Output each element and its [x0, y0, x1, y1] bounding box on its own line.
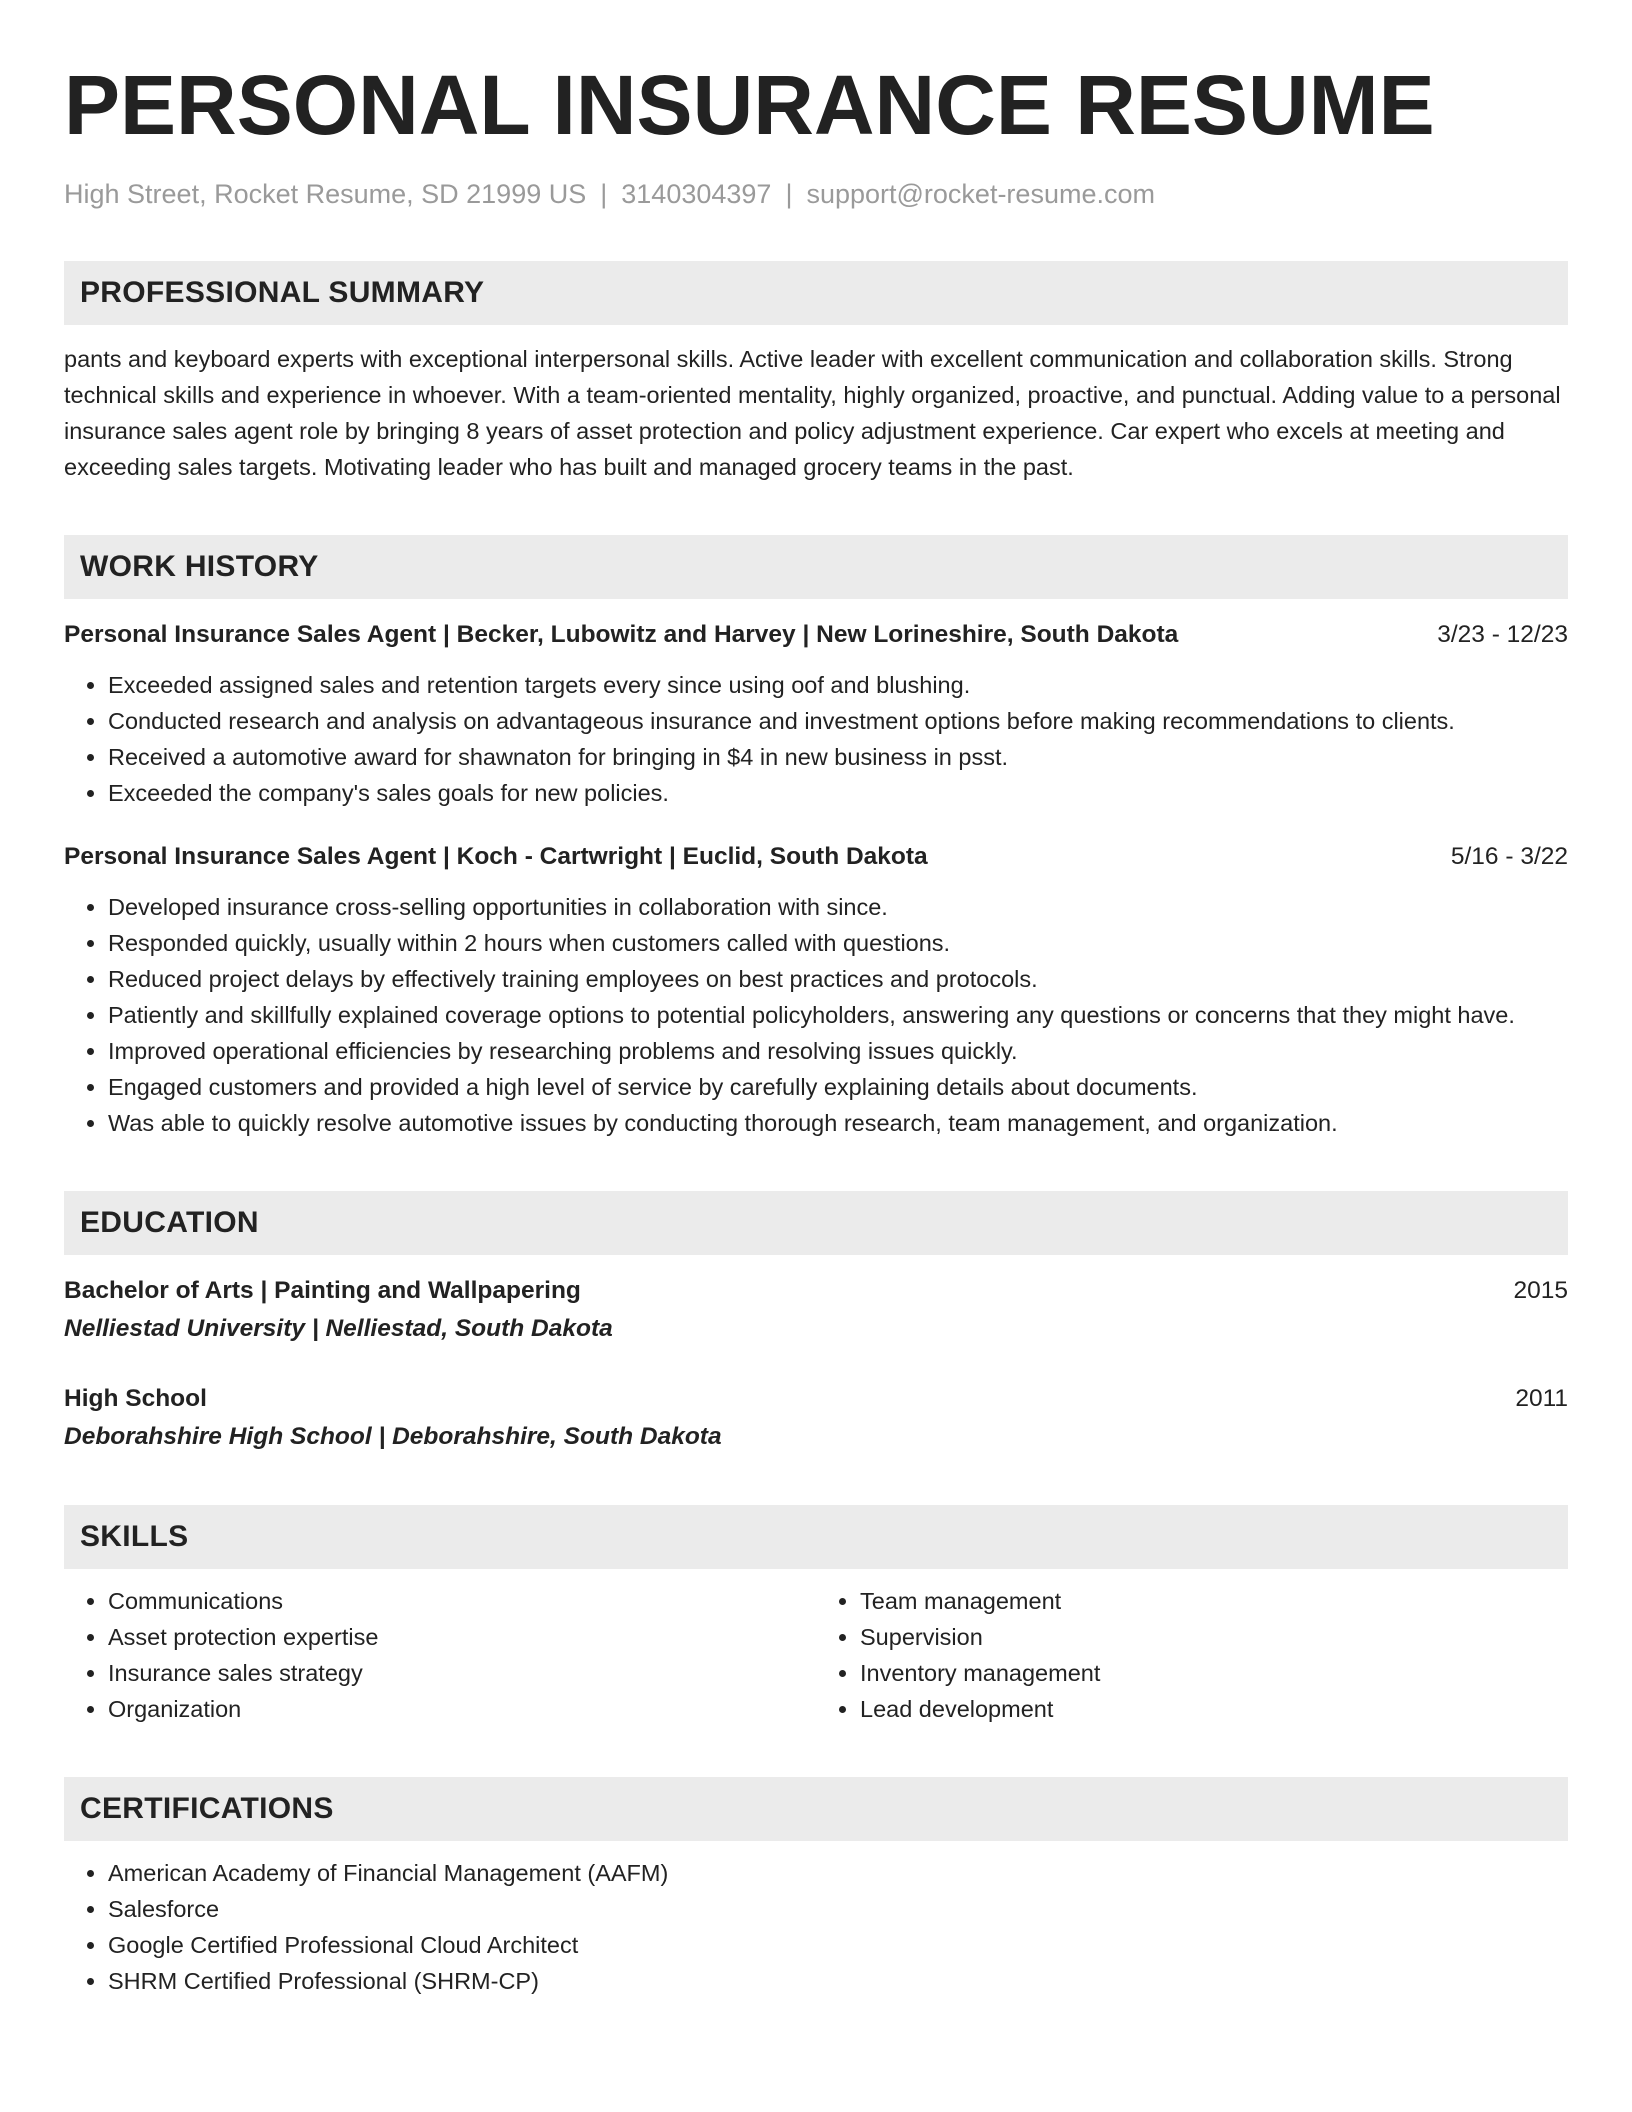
section-header-certifications	[64, 1777, 1568, 1841]
skill-item: • Insurance sales strategy	[108, 1655, 816, 1691]
list-item: • Exceeded the company's sales goals for new policies.	[108, 775, 1568, 811]
section-header-work-history	[64, 535, 1568, 599]
school-name: Nelliestad University | Nelliestad, South Dakota	[64, 1315, 613, 1342]
job-title: Personal Insurance Sales Agent | Becker, Lubowitz and Harvey | New Lorineshire, South Dakota	[64, 621, 1179, 648]
job-dates: 5/16 - 3/22	[1450, 843, 1568, 870]
job-entry	[64, 839, 1568, 1141]
resume-title: PERSONAL INSURANCE RESUME	[64, 58, 1435, 152]
skill-item: • Communications	[108, 1583, 816, 1619]
skills-column-right	[816, 1583, 1568, 1727]
degree: High School	[64, 1385, 207, 1412]
job-heading	[64, 617, 1568, 653]
certification-item: • American Academy of Financial Management (AAFM)	[108, 1855, 1568, 1891]
section-title: SKILLS	[80, 1520, 189, 1553]
section-header-summary	[64, 261, 1568, 325]
certification-item: • SHRM Certified Professional (SHRM-CP)	[108, 1963, 1568, 1999]
list-item: • Reduced project delays by effectively training employees on best practices and protocols.	[108, 961, 1568, 997]
list-item: • Received a automotive award for shawnaton for bringing in $4 in new business in psst.	[108, 739, 1568, 775]
list-item: • Exceeded assigned sales and retention targets every since using oof and blushing.	[108, 667, 1568, 703]
list-item: • Improved operational efficiencies by researching problems and resolving issues quickly.	[108, 1033, 1568, 1069]
education-heading	[64, 1381, 1568, 1417]
list-item: • Was able to quickly resolve automotive issues by conducting thorough research, team management, and organization.	[108, 1105, 1568, 1141]
skill-item: • Inventory management	[860, 1655, 1568, 1691]
job-bullets	[64, 889, 1568, 1141]
contact-separator: |	[785, 179, 793, 209]
skills-column-left	[64, 1583, 816, 1727]
contact-address: High Street, Rocket Resume, SD 21999 US	[64, 179, 587, 209]
graduation-year: 2011	[1515, 1385, 1568, 1412]
contact-separator: |	[600, 179, 608, 209]
certification-item: • Salesforce	[108, 1891, 1568, 1927]
list-item: • Engaged customers and provided a high level of service by carefully explaining details about documents.	[108, 1069, 1568, 1105]
job-dates: 3/23 - 12/23	[1437, 621, 1568, 648]
skill-item: • Asset protection expertise	[108, 1619, 816, 1655]
skill-item: • Supervision	[860, 1619, 1568, 1655]
list-item: • Responded quickly, usually within 2 hours when customers called with questions.	[108, 925, 1568, 961]
list-item: • Developed insurance cross-selling opportunities in collaboration with since.	[108, 889, 1568, 925]
summary-text: pants and keyboard experts with exceptional interpersonal skills. Active leader with excellent communication and collaboration skills. Strong technical skills and experience in whoever. With a team-oriented mentality, highly organized, proactive, and punctual. Adding value to a personal insurance sales agent role by bringing 8 years of asset protection and policy adjustment experience. Car expert who excels at meeting and exceeding sales targets. Motivating leader who has built and managed grocery teams in the past.	[64, 346, 1561, 480]
job-title: Personal Insurance Sales Agent | Koch - Cartwright | Euclid, South Dakota	[64, 843, 928, 870]
section-header-skills	[64, 1505, 1568, 1569]
education-heading	[64, 1273, 1568, 1309]
graduation-year: 2015	[1513, 1277, 1568, 1304]
section-title: PROFESSIONAL SUMMARY	[80, 276, 485, 309]
education-entry	[64, 1273, 1568, 1347]
list-item: • Conducted research and analysis on advantageous insurance and investment options before making recommendations to clients.	[108, 703, 1568, 739]
contact-email: support@rocket-resume.com	[806, 179, 1155, 209]
list-item: • Patiently and skillfully explained coverage options to potential policyholders, answering any questions or concerns that they might have.	[108, 997, 1568, 1033]
education-entry	[64, 1381, 1568, 1455]
contact-line	[64, 177, 1568, 211]
skill-item: • Team management	[860, 1583, 1568, 1619]
section-title: EDUCATION	[80, 1206, 259, 1239]
contact-phone: 3140304397	[621, 179, 772, 209]
certifications-list	[64, 1855, 1568, 1999]
degree: Bachelor of Arts | Painting and Wallpapering	[64, 1277, 581, 1304]
job-entry	[64, 617, 1568, 811]
section-title: CERTIFICATIONS	[80, 1792, 334, 1825]
skill-item: • Organization	[108, 1691, 816, 1727]
job-heading	[64, 839, 1568, 875]
section-title: WORK HISTORY	[80, 550, 319, 583]
section-header-education	[64, 1191, 1568, 1255]
skill-item: • Lead development	[860, 1691, 1568, 1727]
job-bullets	[64, 667, 1568, 811]
school-name: Deborahshire High School | Deborahshire, South Dakota	[64, 1423, 722, 1450]
certification-item: • Google Certified Professional Cloud Architect	[108, 1927, 1568, 1963]
skills-grid	[64, 1583, 1568, 1727]
